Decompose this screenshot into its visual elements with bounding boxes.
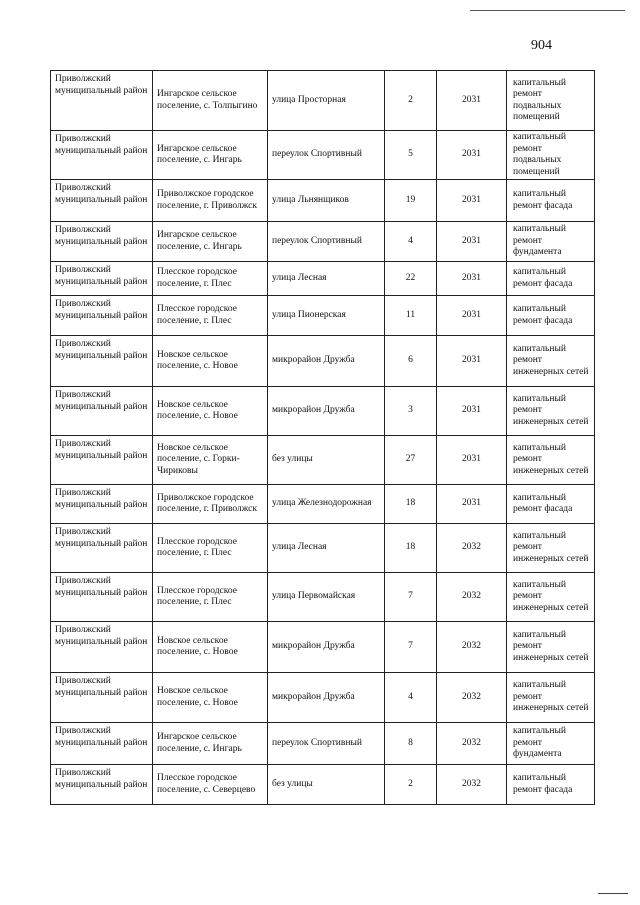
work-type-cell: капитальный ремонт инженерных сетей — [507, 436, 595, 485]
house-number-cell: 7 — [385, 622, 437, 673]
settlement-cell: Новское сельское поселение, с. Новое — [153, 336, 268, 387]
table-row — [51, 131, 595, 180]
table-row — [51, 180, 595, 222]
table-row — [51, 723, 595, 765]
work-type-cell: капитальный ремонт инженерных сетей — [507, 622, 595, 673]
house-number-cell: 8 — [385, 723, 437, 765]
year-cell: 2031 — [437, 262, 507, 296]
year-cell: 2031 — [437, 387, 507, 436]
work-type-cell: капитальный ремонт инженерных сетей — [507, 387, 595, 436]
year-cell: 2032 — [437, 673, 507, 723]
work-type-cell: капитальный ремонт фасада — [507, 262, 595, 296]
table-row — [51, 296, 595, 336]
year-cell: 2031 — [437, 336, 507, 387]
settlement-cell: Приволжское городское поселение, г. Приволжск — [153, 485, 268, 524]
year-cell: 2031 — [437, 436, 507, 485]
street-cell: улица Льнянщиков — [268, 180, 385, 222]
street-cell: улица Просторная — [268, 71, 385, 131]
settlement-cell: Плесское городское поселение, г. Плес — [153, 524, 268, 573]
work-type-cell: капитальный ремонт инженерных сетей — [507, 673, 595, 723]
table-row — [51, 573, 595, 622]
work-type-cell: капитальный ремонт подвальных помещений — [507, 71, 595, 131]
street-cell: улица Лесная — [268, 262, 385, 296]
settlement-cell: Ингарское сельское поселение, с. Ингарь — [153, 222, 268, 262]
table-row — [51, 71, 595, 131]
work-type-cell: капитальный ремонт подвальных помещений — [507, 131, 595, 180]
district-cell: Приволжский муниципальный район — [51, 723, 153, 765]
district-cell: Приволжский муниципальный район — [51, 296, 153, 336]
district-cell: Приволжский муниципальный район — [51, 765, 153, 805]
year-cell: 2031 — [437, 71, 507, 131]
district-cell: Приволжский муниципальный район — [51, 524, 153, 573]
settlement-cell: Плесское городское поселение, г. Плес — [153, 296, 268, 336]
district-cell: Приволжский муниципальный район — [51, 573, 153, 622]
table-row — [51, 524, 595, 573]
work-type-cell: капитальный ремонт фасада — [507, 180, 595, 222]
street-cell: микрорайон Дружба — [268, 622, 385, 673]
table-row — [51, 622, 595, 673]
year-cell: 2032 — [437, 524, 507, 573]
year-cell: 2031 — [437, 222, 507, 262]
street-cell: без улицы — [268, 436, 385, 485]
table-row — [51, 436, 595, 485]
house-number-cell: 3 — [385, 387, 437, 436]
year-cell: 2031 — [437, 131, 507, 180]
repair-schedule-table — [50, 70, 595, 805]
street-cell: переулок Спортивный — [268, 723, 385, 765]
district-cell: Приволжский муниципальный район — [51, 131, 153, 180]
district-cell: Приволжский муниципальный район — [51, 222, 153, 262]
house-number-cell: 18 — [385, 524, 437, 573]
work-type-cell: капитальный ремонт инженерных сетей — [507, 524, 595, 573]
house-number-cell: 4 — [385, 222, 437, 262]
house-number-cell: 22 — [385, 262, 437, 296]
page-number: 904 — [531, 38, 552, 53]
work-type-cell: капитальный ремонт фасада — [507, 485, 595, 524]
house-number-cell: 5 — [385, 131, 437, 180]
settlement-cell: Новское сельское поселение, с. Новое — [153, 673, 268, 723]
street-cell: улица Пионерская — [268, 296, 385, 336]
district-cell: Приволжский муниципальный район — [51, 485, 153, 524]
year-cell: 2031 — [437, 180, 507, 222]
header-rule — [470, 10, 625, 11]
work-type-cell: капитальный ремонт фундамента — [507, 723, 595, 765]
street-cell: микрорайон Дружба — [268, 673, 385, 723]
street-cell: улица Железнодорожная — [268, 485, 385, 524]
settlement-cell: Новское сельское поселение, с. Горки-Чириковы — [153, 436, 268, 485]
year-cell: 2031 — [437, 296, 507, 336]
district-cell: Приволжский муниципальный район — [51, 387, 153, 436]
work-type-cell: капитальный ремонт фасада — [507, 765, 595, 805]
street-cell: без улицы — [268, 765, 385, 805]
year-cell: 2032 — [437, 723, 507, 765]
street-cell: улица Первомайская — [268, 573, 385, 622]
table-row — [51, 222, 595, 262]
house-number-cell: 19 — [385, 180, 437, 222]
work-type-cell: капитальный ремонт фасада — [507, 296, 595, 336]
house-number-cell: 6 — [385, 336, 437, 387]
table-row — [51, 765, 595, 805]
settlement-cell: Ингарское сельское поселение, с. Ингарь — [153, 723, 268, 765]
district-cell: Приволжский муниципальный район — [51, 622, 153, 673]
year-cell: 2032 — [437, 622, 507, 673]
street-cell: микрорайон Дружба — [268, 336, 385, 387]
district-cell: Приволжский муниципальный район — [51, 436, 153, 485]
table-row — [51, 673, 595, 723]
house-number-cell: 27 — [385, 436, 437, 485]
house-number-cell: 2 — [385, 71, 437, 131]
district-cell: Приволжский муниципальный район — [51, 180, 153, 222]
house-number-cell: 7 — [385, 573, 437, 622]
settlement-cell: Новское сельское поселение, с. Новое — [153, 387, 268, 436]
work-type-cell: капитальный ремонт инженерных сетей — [507, 336, 595, 387]
house-number-cell: 18 — [385, 485, 437, 524]
district-cell: Приволжский муниципальный район — [51, 336, 153, 387]
footer-rule — [598, 893, 628, 894]
table-row — [51, 485, 595, 524]
house-number-cell: 4 — [385, 673, 437, 723]
district-cell: Приволжский муниципальный район — [51, 262, 153, 296]
year-cell: 2031 — [437, 485, 507, 524]
table-row — [51, 387, 595, 436]
table-row — [51, 336, 595, 387]
settlement-cell: Плесское городское поселение, с. Северцево — [153, 765, 268, 805]
settlement-cell: Плесское городское поселение, г. Плес — [153, 262, 268, 296]
street-cell: микрорайон Дружба — [268, 387, 385, 436]
settlement-cell: Плесское городское поселение, г. Плес — [153, 573, 268, 622]
work-type-cell: капитальный ремонт фундамента — [507, 222, 595, 262]
house-number-cell: 11 — [385, 296, 437, 336]
street-cell: переулок Спортивный — [268, 131, 385, 180]
year-cell: 2032 — [437, 573, 507, 622]
district-cell: Приволжский муниципальный район — [51, 673, 153, 723]
settlement-cell: Ингарское сельское поселение, с. Толпыгино — [153, 71, 268, 131]
house-number-cell: 2 — [385, 765, 437, 805]
settlement-cell: Новское сельское поселение, с. Новое — [153, 622, 268, 673]
work-type-cell: капитальный ремонт инженерных сетей — [507, 573, 595, 622]
district-cell: Приволжский муниципальный район — [51, 71, 153, 131]
settlement-cell: Приволжское городское поселение, г. Приволжск — [153, 180, 268, 222]
table-row — [51, 262, 595, 296]
street-cell: переулок Спортивный — [268, 222, 385, 262]
year-cell: 2032 — [437, 765, 507, 805]
street-cell: улица Лесная — [268, 524, 385, 573]
settlement-cell: Ингарское сельское поселение, с. Ингарь — [153, 131, 268, 180]
table-body — [51, 71, 595, 805]
